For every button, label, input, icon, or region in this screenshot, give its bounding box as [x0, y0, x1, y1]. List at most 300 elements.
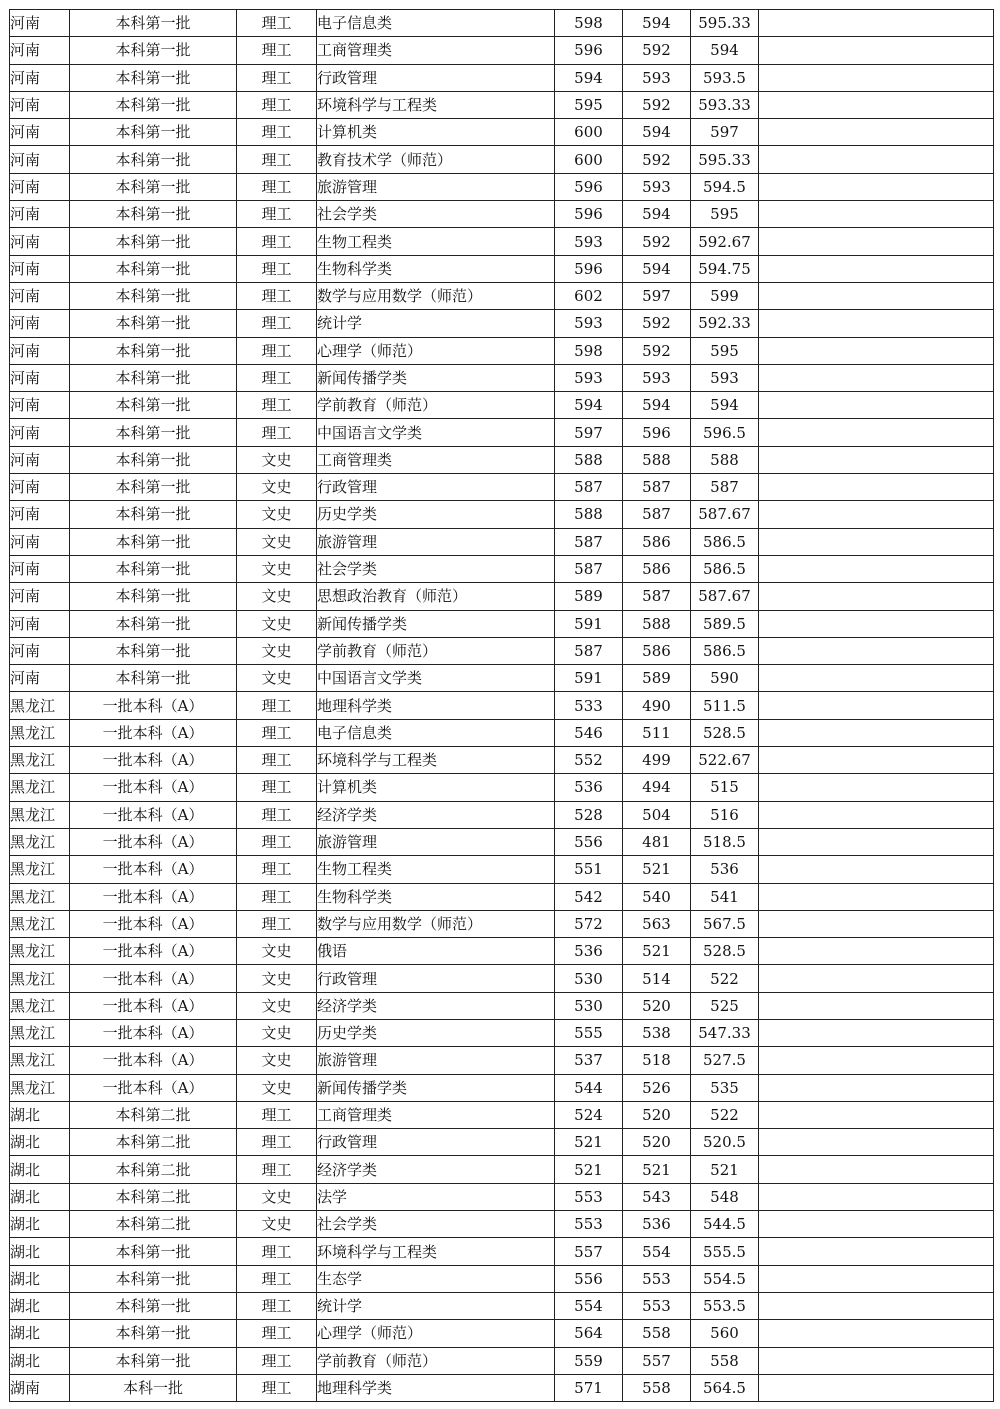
blank-cell	[759, 856, 994, 883]
category-cell: 理工	[237, 146, 317, 173]
table-row	[10, 992, 994, 1019]
min-score-cell: 511	[623, 719, 691, 746]
avg-score-cell: 586.5	[691, 637, 759, 664]
avg-score-cell: 597	[691, 119, 759, 146]
avg-score-cell: 586.5	[691, 528, 759, 555]
major-cell: 旅游管理	[317, 173, 555, 200]
max-score-cell: 552	[555, 747, 623, 774]
blank-cell	[759, 146, 994, 173]
category-cell: 文史	[237, 1047, 317, 1074]
min-score-cell: 521	[623, 938, 691, 965]
province-cell: 河南	[10, 64, 70, 91]
blank-cell	[759, 37, 994, 64]
table-row	[10, 1347, 994, 1374]
major-cell: 旅游管理	[317, 828, 555, 855]
min-score-cell: 594	[623, 392, 691, 419]
batch-cell: 本科第二批	[70, 1183, 237, 1210]
province-cell: 湖北	[10, 1265, 70, 1292]
max-score-cell: 544	[555, 1074, 623, 1101]
blank-cell	[759, 119, 994, 146]
batch-cell: 一批本科（A）	[70, 692, 237, 719]
avg-score-cell: 592.67	[691, 228, 759, 255]
max-score-cell: 598	[555, 10, 623, 37]
category-cell: 理工	[237, 1320, 317, 1347]
major-cell: 历史学类	[317, 1019, 555, 1046]
major-cell: 生物工程类	[317, 856, 555, 883]
table-row	[10, 856, 994, 883]
blank-cell	[759, 637, 994, 664]
min-score-cell: 520	[623, 1101, 691, 1128]
max-score-cell: 553	[555, 1183, 623, 1210]
avg-score-cell: 595.33	[691, 146, 759, 173]
major-cell: 思想政治教育（师范）	[317, 583, 555, 610]
category-cell: 理工	[237, 173, 317, 200]
table-row	[10, 146, 994, 173]
batch-cell: 本科第一批	[70, 310, 237, 337]
max-score-cell: 596	[555, 173, 623, 200]
province-cell: 黑龙江	[10, 965, 70, 992]
category-cell: 理工	[237, 1156, 317, 1183]
blank-cell	[759, 1374, 994, 1401]
batch-cell: 一批本科（A）	[70, 883, 237, 910]
batch-cell: 本科一批	[70, 1374, 237, 1401]
max-score-cell: 593	[555, 310, 623, 337]
province-cell: 湖北	[10, 1101, 70, 1128]
avg-score-cell: 567.5	[691, 910, 759, 937]
category-cell: 文史	[237, 1183, 317, 1210]
blank-cell	[759, 1211, 994, 1238]
major-cell: 工商管理类	[317, 1101, 555, 1128]
max-score-cell: 587	[555, 474, 623, 501]
category-cell: 文史	[237, 501, 317, 528]
min-score-cell: 543	[623, 1183, 691, 1210]
avg-score-cell: 589.5	[691, 610, 759, 637]
major-cell: 心理学（师范）	[317, 1320, 555, 1347]
blank-cell	[759, 228, 994, 255]
category-cell: 理工	[237, 1101, 317, 1128]
table-row	[10, 64, 994, 91]
category-cell: 理工	[237, 1292, 317, 1319]
min-score-cell: 553	[623, 1292, 691, 1319]
min-score-cell: 589	[623, 665, 691, 692]
avg-score-cell: 595	[691, 201, 759, 228]
table-row	[10, 1129, 994, 1156]
min-score-cell: 557	[623, 1347, 691, 1374]
category-cell: 理工	[237, 801, 317, 828]
avg-score-cell: 547.33	[691, 1019, 759, 1046]
avg-score-cell: 599	[691, 282, 759, 309]
blank-cell	[759, 965, 994, 992]
batch-cell: 本科第一批	[70, 91, 237, 118]
avg-score-cell: 535	[691, 1074, 759, 1101]
table-row	[10, 474, 994, 501]
batch-cell: 本科第一批	[70, 119, 237, 146]
province-cell: 湖北	[10, 1183, 70, 1210]
blank-cell	[759, 310, 994, 337]
category-cell: 文史	[237, 938, 317, 965]
batch-cell: 本科第一批	[70, 1320, 237, 1347]
max-score-cell: 588	[555, 501, 623, 528]
category-cell: 文史	[237, 446, 317, 473]
avg-score-cell: 521	[691, 1156, 759, 1183]
batch-cell: 本科第一批	[70, 364, 237, 391]
min-score-cell: 554	[623, 1238, 691, 1265]
table-row	[10, 37, 994, 64]
category-cell: 理工	[237, 1347, 317, 1374]
blank-cell	[759, 992, 994, 1019]
max-score-cell: 521	[555, 1129, 623, 1156]
major-cell: 统计学	[317, 1292, 555, 1319]
avg-score-cell: 541	[691, 883, 759, 910]
batch-cell: 一批本科（A）	[70, 910, 237, 937]
table-row	[10, 419, 994, 446]
province-cell: 湖北	[10, 1129, 70, 1156]
max-score-cell: 530	[555, 992, 623, 1019]
table-row	[10, 1047, 994, 1074]
max-score-cell: 593	[555, 364, 623, 391]
min-score-cell: 540	[623, 883, 691, 910]
avg-score-cell: 592.33	[691, 310, 759, 337]
major-cell: 社会学类	[317, 201, 555, 228]
table-body	[10, 10, 994, 1402]
avg-score-cell: 560	[691, 1320, 759, 1347]
major-cell: 电子信息类	[317, 10, 555, 37]
table-row	[10, 910, 994, 937]
batch-cell: 本科第一批	[70, 282, 237, 309]
batch-cell: 本科第一批	[70, 1238, 237, 1265]
category-cell: 理工	[237, 91, 317, 118]
table-row	[10, 91, 994, 118]
batch-cell: 本科第一批	[70, 528, 237, 555]
avg-score-cell: 528.5	[691, 719, 759, 746]
province-cell: 河南	[10, 392, 70, 419]
major-cell: 工商管理类	[317, 446, 555, 473]
table-row	[10, 1374, 994, 1401]
table-row	[10, 1101, 994, 1128]
table-row	[10, 173, 994, 200]
max-score-cell: 594	[555, 392, 623, 419]
table-row	[10, 883, 994, 910]
avg-score-cell: 558	[691, 1347, 759, 1374]
avg-score-cell: 590	[691, 665, 759, 692]
major-cell: 环境科学与工程类	[317, 1238, 555, 1265]
batch-cell: 本科第一批	[70, 419, 237, 446]
province-cell: 河南	[10, 337, 70, 364]
province-cell: 黑龙江	[10, 774, 70, 801]
province-cell: 河南	[10, 201, 70, 228]
avg-score-cell: 587	[691, 474, 759, 501]
major-cell: 经济学类	[317, 1156, 555, 1183]
batch-cell: 一批本科（A）	[70, 992, 237, 1019]
batch-cell: 本科第一批	[70, 392, 237, 419]
blank-cell	[759, 1238, 994, 1265]
major-cell: 新闻传播学类	[317, 610, 555, 637]
province-cell: 河南	[10, 446, 70, 473]
max-score-cell: 571	[555, 1374, 623, 1401]
table-row	[10, 310, 994, 337]
batch-cell: 一批本科（A）	[70, 1019, 237, 1046]
table-row	[10, 637, 994, 664]
category-cell: 理工	[237, 692, 317, 719]
blank-cell	[759, 692, 994, 719]
major-cell: 历史学类	[317, 501, 555, 528]
avg-score-cell: 516	[691, 801, 759, 828]
major-cell: 统计学	[317, 310, 555, 337]
min-score-cell: 499	[623, 747, 691, 774]
major-cell: 心理学（师范）	[317, 337, 555, 364]
max-score-cell: 597	[555, 419, 623, 446]
blank-cell	[759, 1019, 994, 1046]
min-score-cell: 494	[623, 774, 691, 801]
min-score-cell: 594	[623, 119, 691, 146]
min-score-cell: 558	[623, 1320, 691, 1347]
province-cell: 黑龙江	[10, 801, 70, 828]
province-cell: 黑龙江	[10, 828, 70, 855]
blank-cell	[759, 747, 994, 774]
province-cell: 黑龙江	[10, 1019, 70, 1046]
min-score-cell: 520	[623, 992, 691, 1019]
major-cell: 生物工程类	[317, 228, 555, 255]
province-cell: 河南	[10, 583, 70, 610]
table-row	[10, 828, 994, 855]
province-cell: 黑龙江	[10, 719, 70, 746]
min-score-cell: 563	[623, 910, 691, 937]
batch-cell: 一批本科（A）	[70, 828, 237, 855]
max-score-cell: 556	[555, 828, 623, 855]
max-score-cell: 536	[555, 774, 623, 801]
blank-cell	[759, 883, 994, 910]
major-cell: 计算机类	[317, 774, 555, 801]
max-score-cell: 553	[555, 1211, 623, 1238]
batch-cell: 本科第一批	[70, 146, 237, 173]
blank-cell	[759, 201, 994, 228]
min-score-cell: 592	[623, 310, 691, 337]
category-cell: 理工	[237, 1374, 317, 1401]
blank-cell	[759, 1292, 994, 1319]
blank-cell	[759, 1101, 994, 1128]
province-cell: 河南	[10, 555, 70, 582]
blank-cell	[759, 255, 994, 282]
min-score-cell: 553	[623, 1265, 691, 1292]
batch-cell: 本科第二批	[70, 1211, 237, 1238]
table-row	[10, 392, 994, 419]
province-cell: 黑龙江	[10, 747, 70, 774]
province-cell: 湖北	[10, 1156, 70, 1183]
batch-cell: 本科第一批	[70, 173, 237, 200]
blank-cell	[759, 1183, 994, 1210]
major-cell: 学前教育（师范）	[317, 392, 555, 419]
table-row	[10, 1320, 994, 1347]
category-cell: 理工	[237, 64, 317, 91]
max-score-cell: 595	[555, 91, 623, 118]
admission-scores-table	[9, 9, 994, 1402]
avg-score-cell: 548	[691, 1183, 759, 1210]
blank-cell	[759, 282, 994, 309]
min-score-cell: 587	[623, 583, 691, 610]
major-cell: 新闻传播学类	[317, 364, 555, 391]
min-score-cell: 594	[623, 10, 691, 37]
avg-score-cell: 586.5	[691, 555, 759, 582]
avg-score-cell: 555.5	[691, 1238, 759, 1265]
max-score-cell: 554	[555, 1292, 623, 1319]
batch-cell: 本科第一批	[70, 1265, 237, 1292]
batch-cell: 一批本科（A）	[70, 1074, 237, 1101]
table-row	[10, 119, 994, 146]
table-row	[10, 583, 994, 610]
blank-cell	[759, 64, 994, 91]
major-cell: 经济学类	[317, 992, 555, 1019]
max-score-cell: 587	[555, 555, 623, 582]
major-cell: 电子信息类	[317, 719, 555, 746]
batch-cell: 本科第一批	[70, 1292, 237, 1319]
major-cell: 环境科学与工程类	[317, 747, 555, 774]
min-score-cell: 536	[623, 1211, 691, 1238]
blank-cell	[759, 719, 994, 746]
major-cell: 新闻传播学类	[317, 1074, 555, 1101]
max-score-cell: 600	[555, 119, 623, 146]
max-score-cell: 542	[555, 883, 623, 910]
major-cell: 生物科学类	[317, 883, 555, 910]
avg-score-cell: 594	[691, 37, 759, 64]
batch-cell: 一批本科（A）	[70, 747, 237, 774]
min-score-cell: 594	[623, 201, 691, 228]
category-cell: 理工	[237, 37, 317, 64]
major-cell: 计算机类	[317, 119, 555, 146]
province-cell: 河南	[10, 146, 70, 173]
table-row	[10, 1265, 994, 1292]
category-cell: 文史	[237, 637, 317, 664]
avg-score-cell: 536	[691, 856, 759, 883]
batch-cell: 本科第一批	[70, 10, 237, 37]
province-cell: 河南	[10, 665, 70, 692]
batch-cell: 本科第一批	[70, 501, 237, 528]
province-cell: 黑龙江	[10, 992, 70, 1019]
table-row	[10, 1074, 994, 1101]
category-cell: 文史	[237, 992, 317, 1019]
table-row	[10, 965, 994, 992]
table-row	[10, 719, 994, 746]
category-cell: 理工	[237, 337, 317, 364]
table-row	[10, 801, 994, 828]
category-cell: 理工	[237, 719, 317, 746]
blank-cell	[759, 337, 994, 364]
min-score-cell: 593	[623, 364, 691, 391]
batch-cell: 本科第二批	[70, 1129, 237, 1156]
max-score-cell: 602	[555, 282, 623, 309]
province-cell: 河南	[10, 119, 70, 146]
max-score-cell: 596	[555, 255, 623, 282]
table-row	[10, 282, 994, 309]
major-cell: 行政管理	[317, 1129, 555, 1156]
avg-score-cell: 518.5	[691, 828, 759, 855]
batch-cell: 本科第一批	[70, 337, 237, 364]
table-row	[10, 610, 994, 637]
province-cell: 河南	[10, 37, 70, 64]
batch-cell: 一批本科（A）	[70, 965, 237, 992]
table-row	[10, 1238, 994, 1265]
max-score-cell: 591	[555, 665, 623, 692]
province-cell: 河南	[10, 228, 70, 255]
province-cell: 河南	[10, 610, 70, 637]
category-cell: 理工	[237, 419, 317, 446]
province-cell: 湖南	[10, 1374, 70, 1401]
avg-score-cell: 588	[691, 446, 759, 473]
avg-score-cell: 553.5	[691, 1292, 759, 1319]
province-cell: 黑龙江	[10, 692, 70, 719]
min-score-cell: 587	[623, 501, 691, 528]
min-score-cell: 592	[623, 91, 691, 118]
table-row	[10, 1019, 994, 1046]
blank-cell	[759, 501, 994, 528]
blank-cell	[759, 938, 994, 965]
blank-cell	[759, 801, 994, 828]
avg-score-cell: 593.33	[691, 91, 759, 118]
max-score-cell: 598	[555, 337, 623, 364]
avg-score-cell: 594	[691, 392, 759, 419]
province-cell: 黑龙江	[10, 910, 70, 937]
category-cell: 理工	[237, 364, 317, 391]
blank-cell	[759, 1347, 994, 1374]
province-cell: 河南	[10, 255, 70, 282]
avg-score-cell: 515	[691, 774, 759, 801]
batch-cell: 本科第二批	[70, 1156, 237, 1183]
category-cell: 文史	[237, 610, 317, 637]
table-row	[10, 1183, 994, 1210]
avg-score-cell: 520.5	[691, 1129, 759, 1156]
table-row	[10, 1292, 994, 1319]
blank-cell	[759, 1047, 994, 1074]
major-cell: 生态学	[317, 1265, 555, 1292]
min-score-cell: 593	[623, 64, 691, 91]
category-cell: 文史	[237, 474, 317, 501]
min-score-cell: 586	[623, 528, 691, 555]
batch-cell: 本科第一批	[70, 555, 237, 582]
major-cell: 学前教育（师范）	[317, 637, 555, 664]
table-row	[10, 228, 994, 255]
blank-cell	[759, 1129, 994, 1156]
min-score-cell: 592	[623, 228, 691, 255]
category-cell: 文史	[237, 528, 317, 555]
province-cell: 河南	[10, 10, 70, 37]
major-cell: 地理科学类	[317, 1374, 555, 1401]
avg-score-cell: 522	[691, 1101, 759, 1128]
avg-score-cell: 587.67	[691, 501, 759, 528]
major-cell: 中国语言文学类	[317, 665, 555, 692]
min-score-cell: 481	[623, 828, 691, 855]
category-cell: 理工	[237, 282, 317, 309]
major-cell: 生物科学类	[317, 255, 555, 282]
category-cell: 理工	[237, 774, 317, 801]
min-score-cell: 520	[623, 1129, 691, 1156]
province-cell: 河南	[10, 637, 70, 664]
blank-cell	[759, 1320, 994, 1347]
major-cell: 俄语	[317, 938, 555, 965]
max-score-cell: 524	[555, 1101, 623, 1128]
max-score-cell: 596	[555, 37, 623, 64]
min-score-cell: 588	[623, 446, 691, 473]
batch-cell: 本科第一批	[70, 228, 237, 255]
blank-cell	[759, 910, 994, 937]
min-score-cell: 490	[623, 692, 691, 719]
table-row	[10, 201, 994, 228]
province-cell: 黑龙江	[10, 1047, 70, 1074]
min-score-cell: 518	[623, 1047, 691, 1074]
blank-cell	[759, 583, 994, 610]
max-score-cell: 555	[555, 1019, 623, 1046]
category-cell: 文史	[237, 1019, 317, 1046]
blank-cell	[759, 173, 994, 200]
category-cell: 文史	[237, 555, 317, 582]
